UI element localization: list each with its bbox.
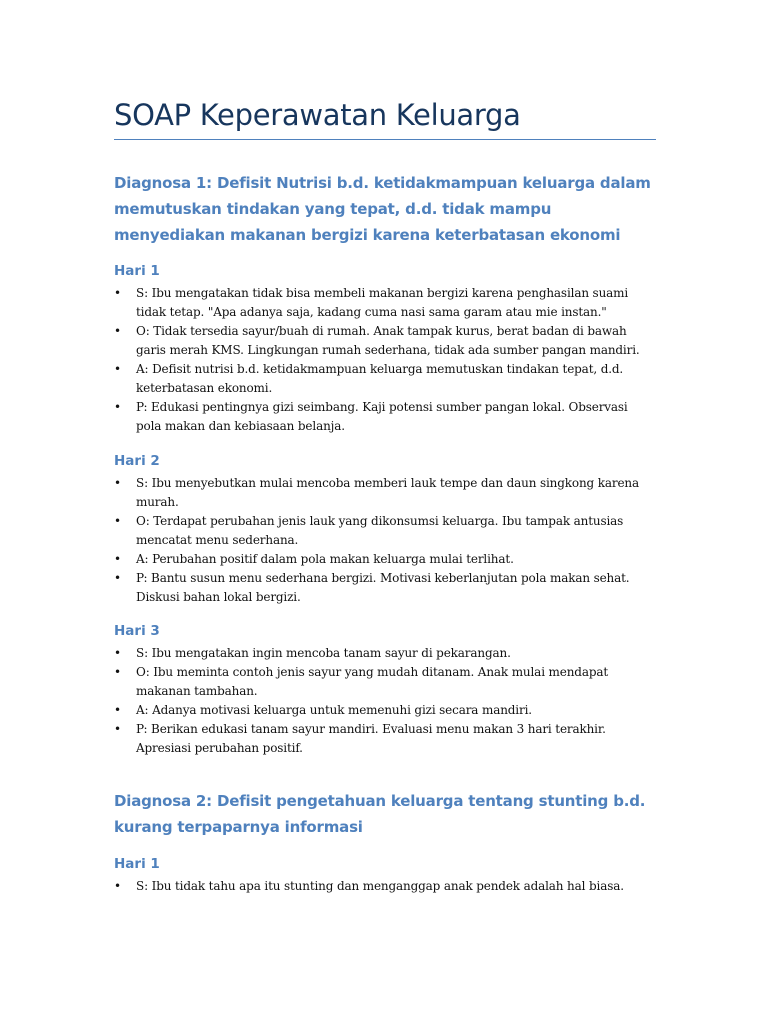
soap-item-text: A: Defisit nutrisi b.d. ketidakmampuan keluarga memutuskan tindakan tepat, d.d. keterbatasan ekonomi. [136, 362, 624, 395]
soap-list [114, 877, 656, 896]
diagnosis-1-day-3 [114, 621, 656, 758]
document-title: SOAP Keperawatan Keluarga [114, 98, 521, 132]
soap-item-text: O: Ibu meminta contoh jenis sayur yang mudah ditanam. Anak mulai mendapat makanan tambahan. [136, 665, 609, 698]
bullet-icon: • [114, 646, 121, 660]
day-heading: Hari 1 [114, 856, 160, 872]
soap-item-text: S: Ibu tidak tahu apa itu stunting dan menganggap anak pendek adalah hal biasa. [136, 879, 624, 893]
bullet-icon: • [114, 571, 121, 585]
soap-item-text: A: Perubahan positif dalam pola makan keluarga mulai terlihat. [136, 552, 514, 566]
diagnosis-1-section [114, 170, 656, 248]
bullet-icon: • [114, 324, 121, 338]
soap-item-objective [114, 512, 656, 550]
soap-item-text: P: Berikan edukasi tanam sayur mandiri. Evaluasi menu makan 3 hari terakhir. Apresiasi perubahan positif. [136, 722, 606, 755]
soap-list [114, 284, 656, 436]
diagnosis-1-heading: Diagnosa 1: Defisit Nutrisi b.d. ketidakmampuan keluarga dalam memutuskan tindakan yang tepat, d.d. tidak mampu menyediakan makanan bergizi karena keterbatasan ekonomi [114, 174, 651, 244]
soap-item-objective [114, 663, 656, 701]
soap-item-text: P: Edukasi pentingnya gizi seimbang. Kaji potensi sumber pangan lokal. Observasi pola makan dan kebiasaan belanja. [136, 400, 628, 433]
diagnosis-2-day-1 [114, 854, 656, 896]
bullet-icon: • [114, 879, 121, 893]
soap-item-assessment [114, 360, 656, 398]
day-heading: Hari 2 [114, 453, 160, 469]
soap-item-plan [114, 398, 656, 436]
soap-item-plan [114, 720, 656, 758]
soap-item-text: S: Ibu mengatakan tidak bisa membeli makanan bergizi karena penghasilan suami tidak tetap. "Apa adanya saja, kadang cuma nasi sama garam atau mie instan." [136, 286, 629, 319]
diagnosis-1-day-2 [114, 451, 656, 607]
soap-item-subjective [114, 644, 656, 663]
soap-item-subjective [114, 877, 656, 896]
soap-item-assessment [114, 550, 656, 569]
diagnosis-2-section [114, 788, 656, 840]
bullet-icon: • [114, 514, 121, 528]
bullet-icon: • [114, 286, 121, 300]
bullet-icon: • [114, 722, 121, 736]
soap-item-text: P: Bantu susun menu sederhana bergizi. Motivasi keberlanjutan pola makan sehat. Diskusi bahan lokal bergizi. [136, 571, 630, 604]
soap-item-plan [114, 569, 656, 607]
bullet-icon: • [114, 362, 121, 376]
soap-item-text: S: Ibu menyebutkan mulai mencoba memberi lauk tempe dan daun singkong karena murah. [136, 476, 639, 509]
bullet-icon: • [114, 703, 121, 717]
soap-item-assessment [114, 701, 656, 720]
soap-item-text: O: Tidak tersedia sayur/buah di rumah. Anak tampak kurus, berat badan di bawah garis merah KMS. Lingkungan rumah sederhana, tidak ada sumber pangan mandiri. [136, 324, 640, 357]
diagnosis-2-heading: Diagnosa 2: Defisit pengetahuan keluarga tentang stunting b.d. kurang terpaparnya informasi [114, 792, 646, 836]
diagnosis-1-day-1 [114, 261, 656, 436]
soap-item-text: O: Terdapat perubahan jenis lauk yang dikonsumsi keluarga. Ibu tampak antusias mencatat menu sederhana. [136, 514, 624, 547]
bullet-icon: • [114, 552, 121, 566]
soap-item-text: S: Ibu mengatakan ingin mencoba tanam sayur di pekarangan. [136, 646, 511, 660]
soap-list [114, 474, 656, 607]
soap-item-subjective [114, 474, 656, 512]
title-underline [114, 139, 656, 140]
bullet-icon: • [114, 665, 121, 679]
day-heading: Hari 1 [114, 263, 160, 279]
soap-item-objective [114, 322, 656, 360]
soap-list [114, 644, 656, 758]
day-heading: Hari 3 [114, 623, 160, 639]
bullet-icon: • [114, 476, 121, 490]
bullet-icon: • [114, 400, 121, 414]
soap-item-subjective [114, 284, 656, 322]
soap-item-text: A: Adanya motivasi keluarga untuk memenuhi gizi secara mandiri. [136, 703, 532, 717]
